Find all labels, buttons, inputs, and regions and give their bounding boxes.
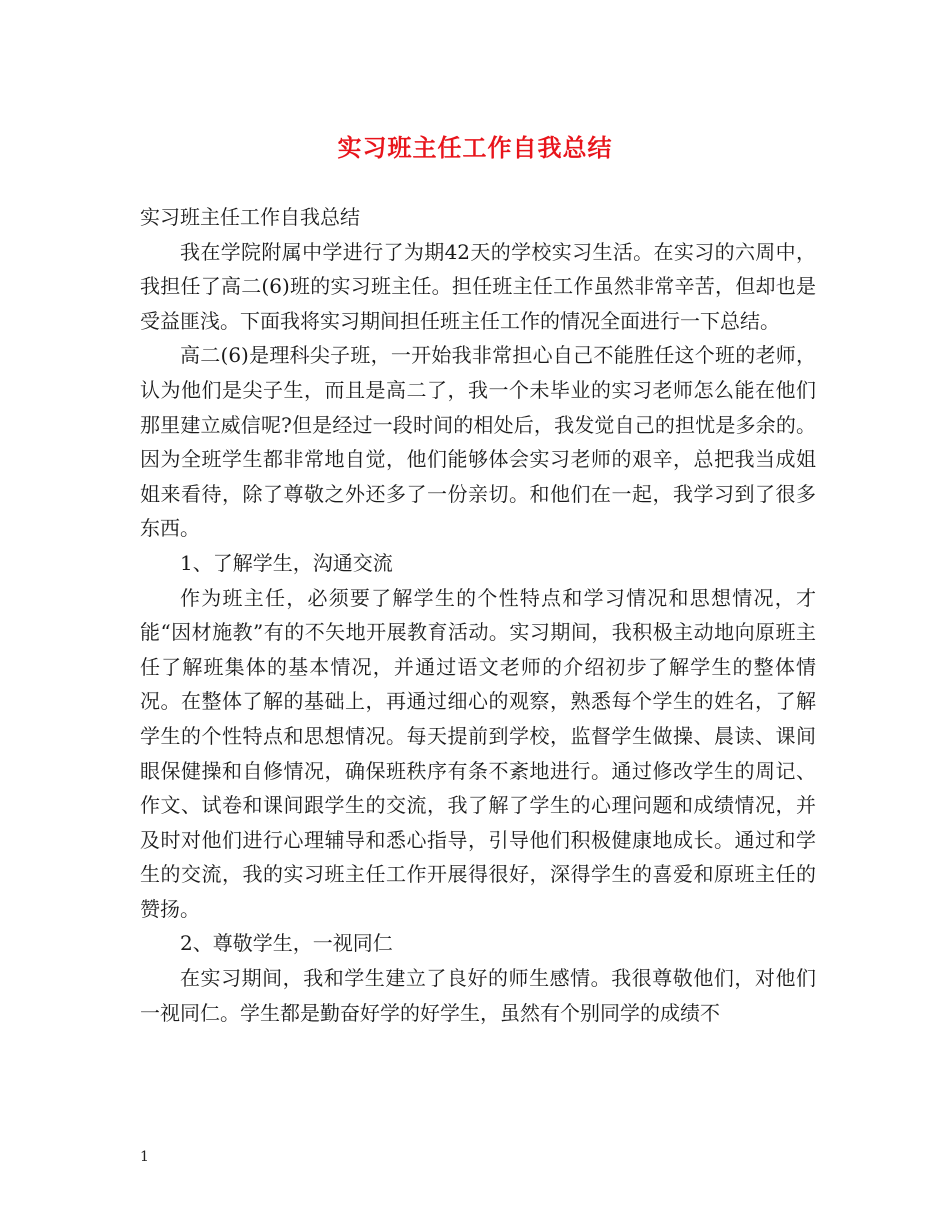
section-heading-respect-students: 2、尊敬学生，一视同仁 bbox=[180, 931, 393, 956]
page-number: 1 bbox=[140, 1149, 149, 1165]
paragraph-intro: 我在学院附属中学进行了为期42天的学校实习生活。在实习的六周中，我担任了高二(6)班的实习班主任。担任班主任工作虽然非常辛苦，但却也是受益匪浅。下面我将实习期间担任班主任工作的情况全面进行一下总结。 bbox=[140, 239, 816, 333]
document-subtitle: 实习班主任工作自我总结 bbox=[140, 205, 360, 229]
paragraph-understand-students: 作为班主任，必须要了解学生的个性特点和学习情况和思想情况，才能“因材施教”有的不矢地开展教育活动。实习期间，我积极主动地向原班主任了解班集体的基本情况，并通过语文老师的介绍初步了解学生的整体情况。在整体了解的基础上，再通过细心的观察，熟悉每个学生的姓名，了解学生的个性特点和思想情况。每天提前到学校，监督学生做操、晨读、课间眼保健操和自修情况，确保班秩序有条不紊地进行。通过修改学生的周记、作文、试卷和课间跟学生的交流，我了解了学生的心理问题和成绩情况，并及时对他们进行心理辅导和悉心指导，引导他们积极健康地成长。通过和学生的交流，我的实习班主任工作开展得很好，深得学生的喜爱和原班主任的赞扬。 bbox=[140, 585, 816, 921]
section-heading-understand-students: 1、了解学生，沟通交流 bbox=[180, 550, 393, 575]
document-body bbox=[140, 200, 816, 1030]
paragraph-respect-students: 在实习期间，我和学生建立了良好的师生感情。我很尊敬他们，对他们一视同仁。学生都是勤奋好学的好学生，虽然有个别同学的成绩不 bbox=[140, 966, 816, 1025]
document-title: 实习班主任工作自我总结 bbox=[337, 133, 613, 162]
paragraph-class-description: 高二(6)是理科尖子班，一开始我非常担心自己不能胜任这个班的老师，认为他们是尖子生，而且是高二了，我一个未毕业的实习老师怎么能在他们那里建立威信呢?但是经过一段时间的相处后，我发觉自己的担忧是多余的。因为全班学生都非常地自觉，他们能够体会实习老师的艰辛，总把我当成姐姐来看待，除了尊敬之外还多了一份亲切。和他们在一起，我学习到了很多东西。 bbox=[140, 343, 816, 541]
